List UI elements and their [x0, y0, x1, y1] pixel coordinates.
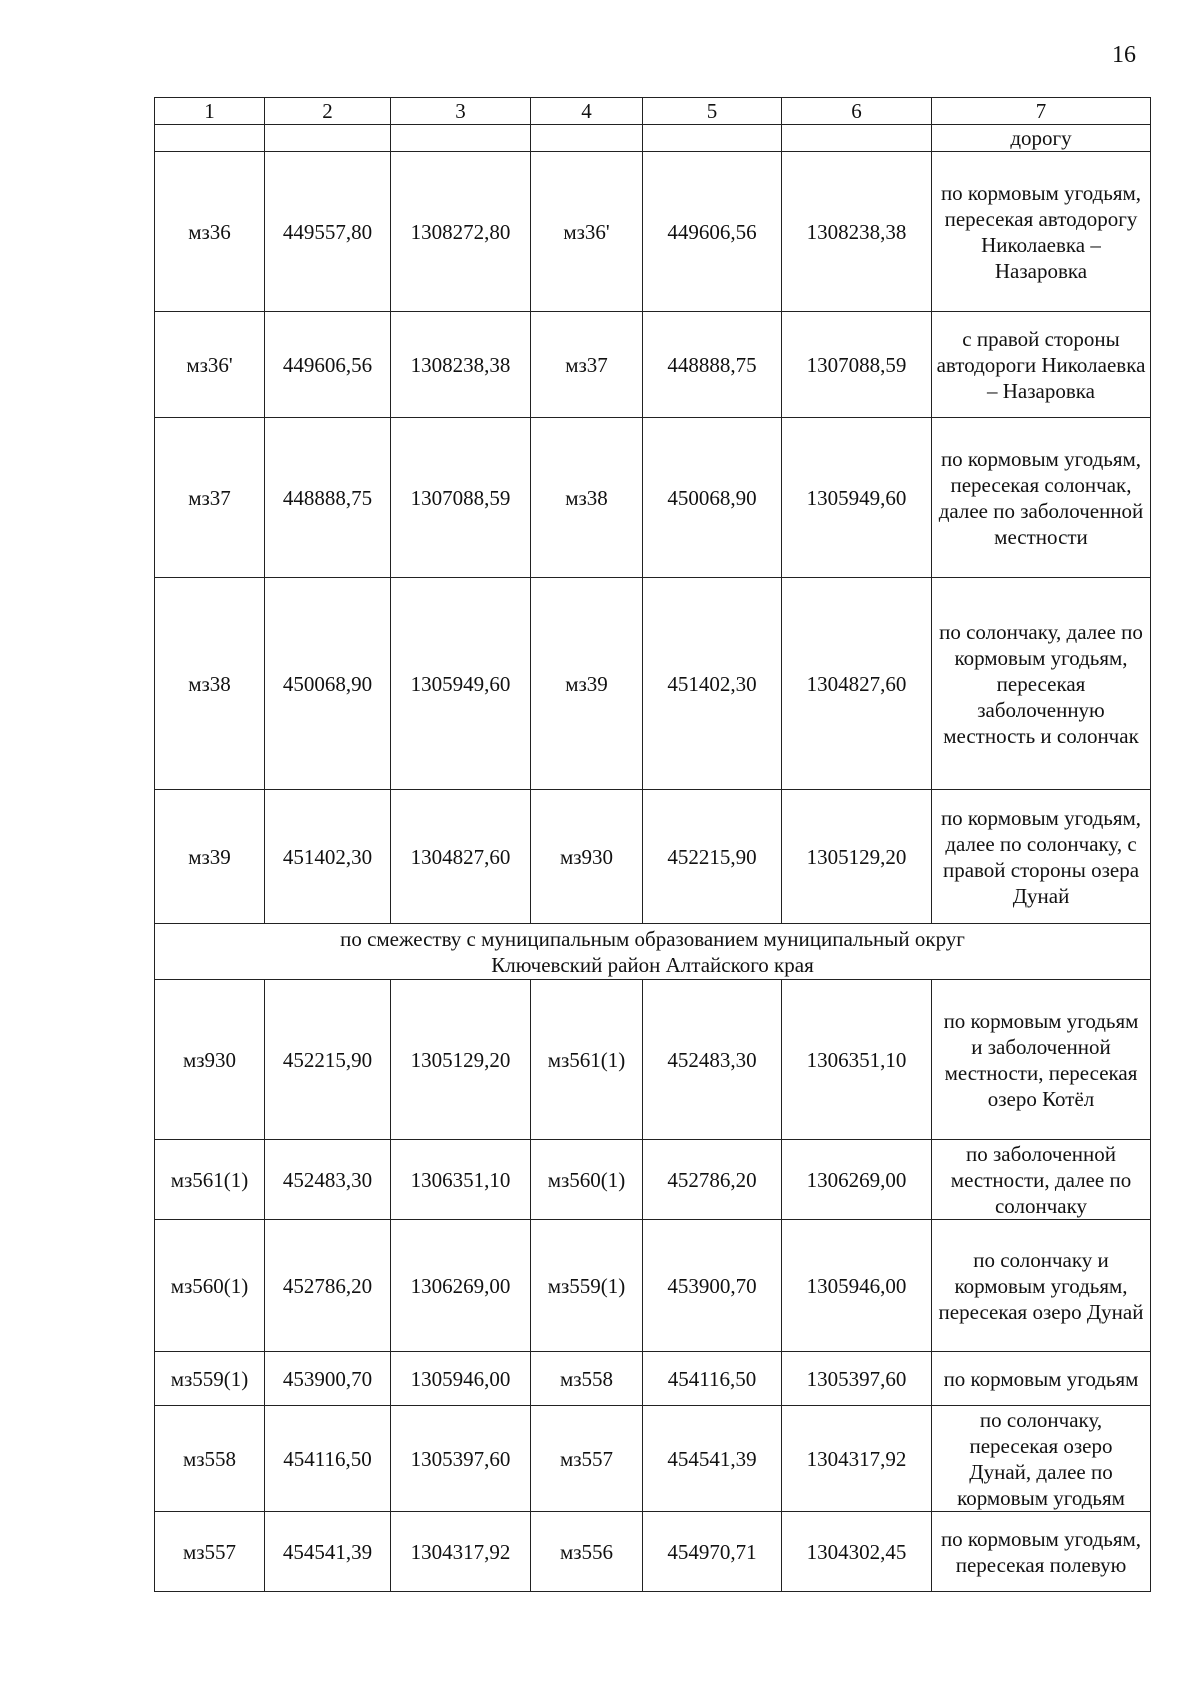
boundary-description: по солончаку, далее по кормовым угодьям, пересекая заболоченную местность и солончак	[932, 578, 1151, 790]
boundary-description: с правой стороны автодороги Николаевка – Назаровка	[932, 312, 1151, 418]
end-y: 1306269,00	[782, 1140, 932, 1220]
end-y: 1307088,59	[782, 312, 932, 418]
column-number: 7	[932, 98, 1151, 125]
table-row	[155, 152, 1151, 312]
end-y: 1305949,60	[782, 418, 932, 578]
table-row	[155, 1220, 1151, 1352]
start-x: 451402,30	[265, 790, 391, 924]
table-row	[155, 578, 1151, 790]
start-x: 448888,75	[265, 418, 391, 578]
empty-cell	[155, 125, 265, 152]
start-x: 454541,39	[265, 1512, 391, 1592]
start-y: 1306269,00	[391, 1220, 531, 1352]
end-point: мз556	[531, 1512, 643, 1592]
table-row	[155, 1512, 1151, 1592]
start-point: мз557	[155, 1512, 265, 1592]
column-number: 4	[531, 98, 643, 125]
end-y: 1304302,45	[782, 1512, 932, 1592]
boundary-description: по кормовым угодьям и заболоченной местности, пересекая озеро Котёл	[932, 980, 1151, 1140]
end-point: мз558	[531, 1352, 643, 1406]
empty-cell	[265, 125, 391, 152]
end-y: 1305397,60	[782, 1352, 932, 1406]
end-y: 1305946,00	[782, 1220, 932, 1352]
section-heading-line: Ключевский район Алтайского края	[491, 952, 814, 977]
end-y: 1306351,10	[782, 980, 932, 1140]
end-x: 454116,50	[643, 1352, 782, 1406]
start-point: мз561(1)	[155, 1140, 265, 1220]
boundary-description: по кормовым угодьям, пересекая полевую	[932, 1512, 1151, 1592]
start-x: 454116,50	[265, 1406, 391, 1512]
end-point: мз561(1)	[531, 980, 643, 1140]
start-point: мз37	[155, 418, 265, 578]
end-x: 450068,90	[643, 418, 782, 578]
end-x: 453900,70	[643, 1220, 782, 1352]
start-y: 1305397,60	[391, 1406, 531, 1512]
start-y: 1305129,20	[391, 980, 531, 1140]
start-y: 1305949,60	[391, 578, 531, 790]
start-y: 1308238,38	[391, 312, 531, 418]
boundary-description: по кормовым угодьям	[932, 1352, 1151, 1406]
start-point: мз558	[155, 1406, 265, 1512]
table-row	[155, 1352, 1151, 1406]
end-point: мз930	[531, 790, 643, 924]
end-point: мз559(1)	[531, 1220, 643, 1352]
table-row	[155, 790, 1151, 924]
end-x: 449606,56	[643, 152, 782, 312]
end-y: 1304317,92	[782, 1406, 932, 1512]
start-x: 452786,20	[265, 1220, 391, 1352]
table-row	[155, 1406, 1151, 1512]
section-heading-row	[155, 924, 1151, 980]
start-point: мз39	[155, 790, 265, 924]
end-x: 454541,39	[643, 1406, 782, 1512]
end-y: 1304827,60	[782, 578, 932, 790]
start-point: мз930	[155, 980, 265, 1140]
end-point: мз37	[531, 312, 643, 418]
section-heading	[155, 924, 1151, 980]
start-point: мз36	[155, 152, 265, 312]
start-y: 1304317,92	[391, 1512, 531, 1592]
boundary-description: по солончаку, пересекая озеро Дунай, далее по кормовым угодьям	[932, 1406, 1151, 1512]
start-x: 452215,90	[265, 980, 391, 1140]
empty-cell	[531, 125, 643, 152]
column-number: 6	[782, 98, 932, 125]
page-number: 16	[1112, 42, 1136, 68]
boundary-coordinates-table	[154, 97, 1151, 1592]
start-y: 1304827,60	[391, 790, 531, 924]
end-point: мз557	[531, 1406, 643, 1512]
section-heading-line: по смежеству с муниципальным образованием муниципальный округ	[340, 926, 965, 951]
start-point: мз38	[155, 578, 265, 790]
column-number: 1	[155, 98, 265, 125]
boundary-description: по кормовым угодьям, пересекая солончак, далее по заболоченной местности	[932, 418, 1151, 578]
boundary-description: по кормовым угодьям, далее по солончаку, с правой стороны озера Дунай	[932, 790, 1151, 924]
table-row	[155, 418, 1151, 578]
empty-cell	[782, 125, 932, 152]
start-point: мз560(1)	[155, 1220, 265, 1352]
start-point: мз559(1)	[155, 1352, 265, 1406]
start-x: 449557,80	[265, 152, 391, 312]
start-x: 449606,56	[265, 312, 391, 418]
column-number: 2	[265, 98, 391, 125]
continuation-row	[155, 125, 1151, 152]
start-x: 450068,90	[265, 578, 391, 790]
start-point: мз36'	[155, 312, 265, 418]
empty-cell	[643, 125, 782, 152]
empty-cell	[391, 125, 531, 152]
column-number: 3	[391, 98, 531, 125]
end-point: мз39	[531, 578, 643, 790]
start-y: 1305946,00	[391, 1352, 531, 1406]
start-x: 453900,70	[265, 1352, 391, 1406]
end-y: 1305129,20	[782, 790, 932, 924]
start-y: 1308272,80	[391, 152, 531, 312]
boundary-description: по солончаку и кормовым угодьям, пересекая озеро Дунай	[932, 1220, 1151, 1352]
end-y: 1308238,38	[782, 152, 932, 312]
end-x: 451402,30	[643, 578, 782, 790]
end-x: 452215,90	[643, 790, 782, 924]
end-point: мз36'	[531, 152, 643, 312]
table-row	[155, 1140, 1151, 1220]
table-row	[155, 980, 1151, 1140]
start-x: 452483,30	[265, 1140, 391, 1220]
column-number-row	[155, 98, 1151, 125]
end-x: 448888,75	[643, 312, 782, 418]
end-x: 452483,30	[643, 980, 782, 1140]
start-y: 1306351,10	[391, 1140, 531, 1220]
end-point: мз560(1)	[531, 1140, 643, 1220]
column-number: 5	[643, 98, 782, 125]
end-point: мз38	[531, 418, 643, 578]
boundary-description: дорогу	[932, 125, 1151, 152]
boundary-description: по кормовым угодьям, пересекая автодорогу Николаевка – Назаровка	[932, 152, 1151, 312]
table-row	[155, 312, 1151, 418]
boundary-description: по заболоченной местности, далее по солончаку	[932, 1140, 1151, 1220]
end-x: 452786,20	[643, 1140, 782, 1220]
start-y: 1307088,59	[391, 418, 531, 578]
end-x: 454970,71	[643, 1512, 782, 1592]
